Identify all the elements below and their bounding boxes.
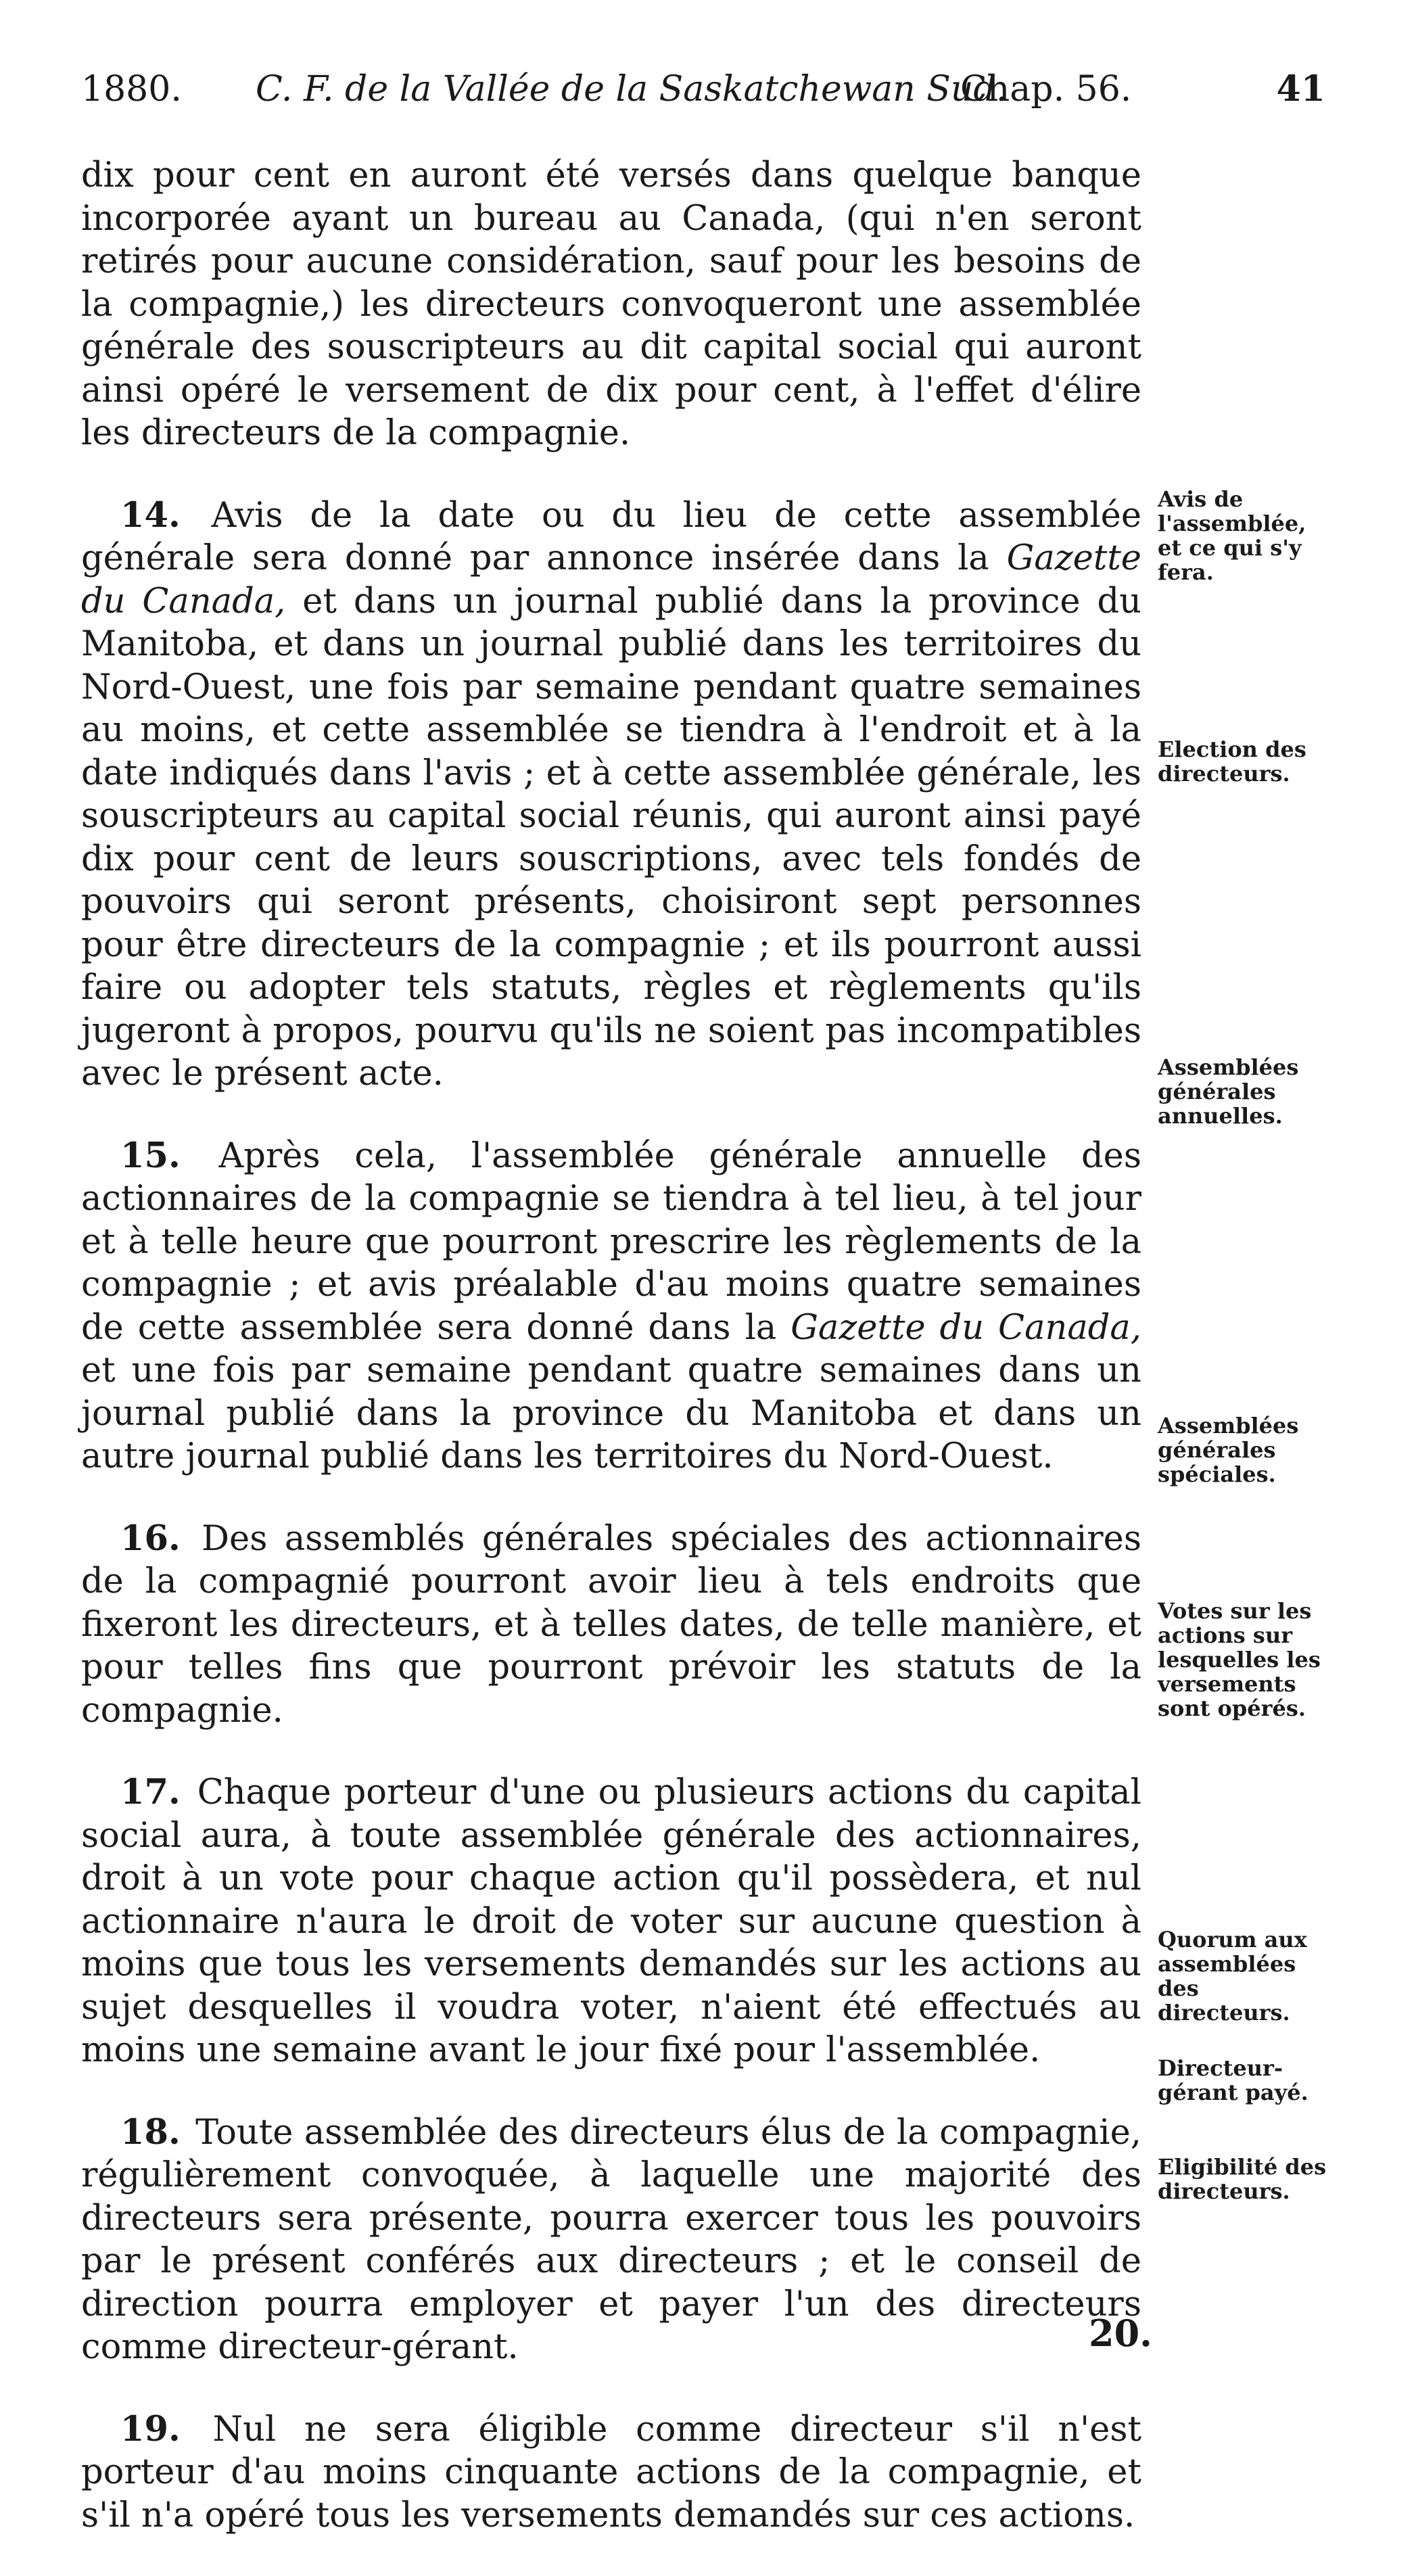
section-number: 14. bbox=[120, 494, 181, 536]
section-number: 17. bbox=[120, 1772, 181, 1812]
paragraph-text: Avis de la date ou du lieu de cette assemblée générale sera donné par annonce insérée dans la bbox=[81, 495, 1141, 578]
page-number: 41 bbox=[1276, 68, 1325, 110]
paragraph-19 bbox=[81, 2408, 1141, 2537]
gazette-title: Gazette du Canada, bbox=[790, 1307, 1141, 1348]
paragraph-text: dix pour cent en auront été versés dans quelque banque incorporée ayant un bureau au Canada, (qui n'en seront retirés pour aucune considération, sauf pour les besoins de la compagnie,) les directeurs convoqueront une assemblée générale des souscripteurs au dit capital social qui auront ainsi opéré le versement de dix pour cent, à l'effet d'élire les directeurs de la compagnie. bbox=[81, 156, 1141, 453]
header-title: C. F. de la Vallée de la Saskatchewan Sud. bbox=[256, 69, 1008, 110]
section-number: 15. bbox=[120, 1135, 181, 1176]
paragraph-text: Chaque porteur d'une ou plusieurs actions du capital social aura, à toute assemblée générale des actionnaires, droit à un vote pour chaque action qu'il possèdera, et nul actionnaire n'aura le droit de voter sur aucune question à moins que tous les versements demandés sur les actions au sujet desquelles il voudra voter, n'aient été effectués au moins une semaine avant le jour fixé pour l'assemblée. bbox=[81, 1773, 1141, 2070]
paragraph-text: Des assemblés générales spéciales des actionnaires de la compagnié pourront avoir lieu à tels endroits que fixeront les directeurs, et à telles dates, de telle manière, et pour telles fins que pourront prévoir les statuts de la compagnie. bbox=[81, 1518, 1142, 1731]
margin-note-eligibilite: Eligibilité des directeurs. bbox=[1158, 2154, 1327, 2204]
paragraph-15 bbox=[81, 1135, 1141, 1478]
header-chapter: Chap. 56. bbox=[960, 69, 1132, 110]
paragraph-14 bbox=[81, 494, 1141, 1096]
margin-note-avis: Avis de l'assemblée, et ce qui s'y fera. bbox=[1158, 486, 1306, 585]
margin-note-election: Election des directeurs. bbox=[1158, 736, 1306, 787]
running-header bbox=[81, 62, 1325, 116]
paragraph-16 bbox=[81, 1518, 1141, 1733]
gazette-title: Gazette du Canada, bbox=[81, 538, 1141, 622]
paragraph-18 bbox=[81, 2111, 1141, 2369]
paragraph-text: Après cela, l'assemblée générale annuelle des actionnaires de la compagnie se tiendra à tel lieu, à tel jour et à telle heure que pourront prescrire les règlements de la compagnie ; et avis préalable d'au moins quatre semaines de cette assemblée sera donné dans la bbox=[81, 1135, 1141, 1348]
section-number: 19. bbox=[120, 2408, 181, 2450]
section-number: 18. bbox=[120, 2111, 181, 2153]
paragraph-text: Nul ne sera éligible comme directeur s'il n'est porteur d'au moins cinquante actions de la compagnie, et s'il n'a opéré tous les versements demandés sur ces actions. bbox=[81, 2409, 1141, 2535]
catchword: 20. bbox=[1089, 2312, 1152, 2355]
margin-note-annuelles: Assemblées générales annuelles. bbox=[1158, 1054, 1299, 1129]
paragraph-text: et dans un journal publié dans la province du Manitoba, et dans un journal publié dans les territoires du Nord-Ouest, une fois par semaine pendant quatre semaines au moins, et cette assemblée se tiendra à l'endroit et à la date indiqués dans l'avis ; et à cette assemblée générale, les souscripteurs au capital social réunis, qui auront ainsi payé dix pour cent de leurs souscriptions, avec tels fondés de pouvoirs qui seront présents, choisiront sept personnes pour être directeurs de la compagnie ; et ils pourront aussi faire ou adopter tels statuts, règles et règlements qu'ils jugeront à propos, pourvu qu'ils ne soient pas incompatibles avec le présent acte. bbox=[81, 581, 1141, 1094]
margin-note-votes: Votes sur les actions sur lesquelles les versements sont opérés. bbox=[1158, 1598, 1321, 1721]
margin-note-directeur-gerant: Directeur-gérant payé. bbox=[1158, 2055, 1308, 2105]
margin-note-speciales: Assemblées générales spéciales. bbox=[1158, 1413, 1299, 1487]
margin-note-quorum: Quorum aux assemblées des directeurs. bbox=[1158, 1927, 1307, 2025]
paragraph-17 bbox=[81, 1771, 1141, 2072]
paragraph-continuation bbox=[81, 154, 1141, 455]
paragraph-text: et une fois par semaine pendant quatre semaines dans un journal publié dans la province du Manitoba et dans un autre journal publié dans les territoires du Nord-Ouest. bbox=[81, 1351, 1141, 1476]
main-text-column bbox=[81, 154, 1141, 2576]
header-year: 1880. bbox=[81, 69, 182, 110]
paragraph-text: Toute assemblée des directeurs élus de la compagnie, régulièrement convoquée, à laquelle une majorité des directeurs sera présente, pourra exercer tous les pouvoirs par le présent conférés aux directeurs ; et le conseil de direction pourra employer et payer l'un des directeurs comme directeur-gérant. bbox=[81, 2112, 1141, 2367]
section-number: 16. bbox=[120, 1518, 181, 1559]
